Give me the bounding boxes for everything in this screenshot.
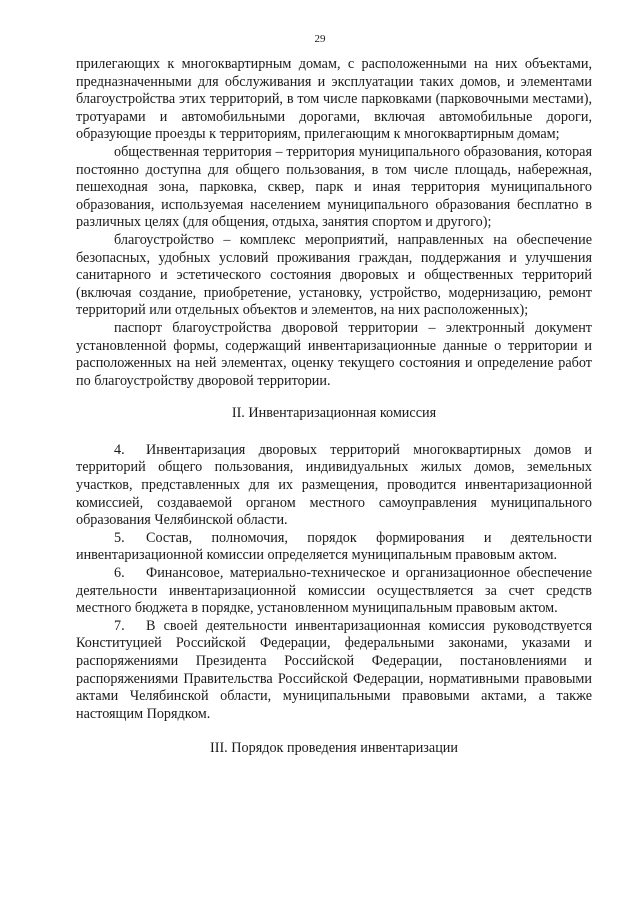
- item-text: Финансовое, материально-техническое и организационное обеспечение деятельности инвентаризационной комиссии осуществляется за счет средств местного бюджета в порядке, установленном муниципальным правовым актом.: [76, 565, 592, 617]
- list-item: [76, 565, 592, 618]
- paragraph-continuation: прилегающих к многоквартирным домам, с расположенными на них объектами, предназначенными для обслуживания и эксплуатации таких домов, и элементами благоустройства этих территорий, в том числе парковками (парковочными местами), тротуарами и автомобильными дорогами, включая автомобильные дороги, образующие проезды к территориям, прилегающим к многоквартирным домам;: [76, 56, 592, 143]
- page-number: 29: [314, 33, 326, 45]
- document-body: [76, 56, 592, 758]
- section-heading-inventory-procedure: III. Порядок проведения инвентаризации: [210, 740, 458, 757]
- item-number: 5.: [114, 529, 125, 546]
- list-item: [76, 442, 592, 530]
- item-number: 4.: [114, 441, 125, 458]
- list-item: [76, 618, 592, 724]
- paragraph-public-territory-definition: общественная территория – территория муниципального образования, которая постоянно доступна для общего пользования, в том числе площадь, набережная, пешеходная зона, парковка, сквер, парк и иная территория муниципального образования, используемая населением муниципального образования бесплатно в различных целях (для общения, отдыха, занятия спортом и другого);: [76, 143, 592, 231]
- paragraph-improvement-definition: благоустройство – комплекс мероприятий, направленных на обеспечение безопасных, удобных условий проживания граждан, поддержания и улучшения санитарного и эстетического состояния дворовых и общественных территорий (включая создание, приобретение, установку, устройство, модернизацию, ремонт территорий или отдельных объектов и элементов, на них расположенных);: [76, 231, 592, 319]
- list-item: [76, 530, 592, 565]
- item-text: Состав, полномочия, порядок формирования и деятельности инвентаризационной комиссии определяется муниципальным правовым актом.: [76, 529, 592, 564]
- section-heading-inventory-commission: II. Инвентаризационная комиссия: [231, 405, 437, 422]
- item-text: В своей деятельности инвентаризационная комиссия руководствуется Конституцией Российской Федерации, федеральными законами, указами и распоряжениями Президента Российской Федерации, постановлениями и распоряжениями Правительства Российской Федерации, нормативными правовыми актами Челябинской области, муниципальными правовыми актами, а также настоящим Порядком.: [76, 617, 592, 722]
- item-number: 7.: [114, 617, 125, 634]
- item-text: Инвентаризация дворовых территорий многоквартирных домов и территорий общего пользования, индивидуальных жилых домов, земельных участков, представленных для их размещения, проводится инвентаризационной комиссией, создаваемой органом местного самоуправления муниципального образования Челябинской области.: [76, 441, 592, 529]
- paragraph-passport-definition: паспорт благоустройства дворовой территории – электронный документ установленной формы, содержащий инвентаризационные данные о территории и расположенных на ней элементах, оценку текущего состояния и определение работ по благоустройству дворовой территории.: [76, 319, 592, 389]
- item-number: 6.: [114, 565, 125, 582]
